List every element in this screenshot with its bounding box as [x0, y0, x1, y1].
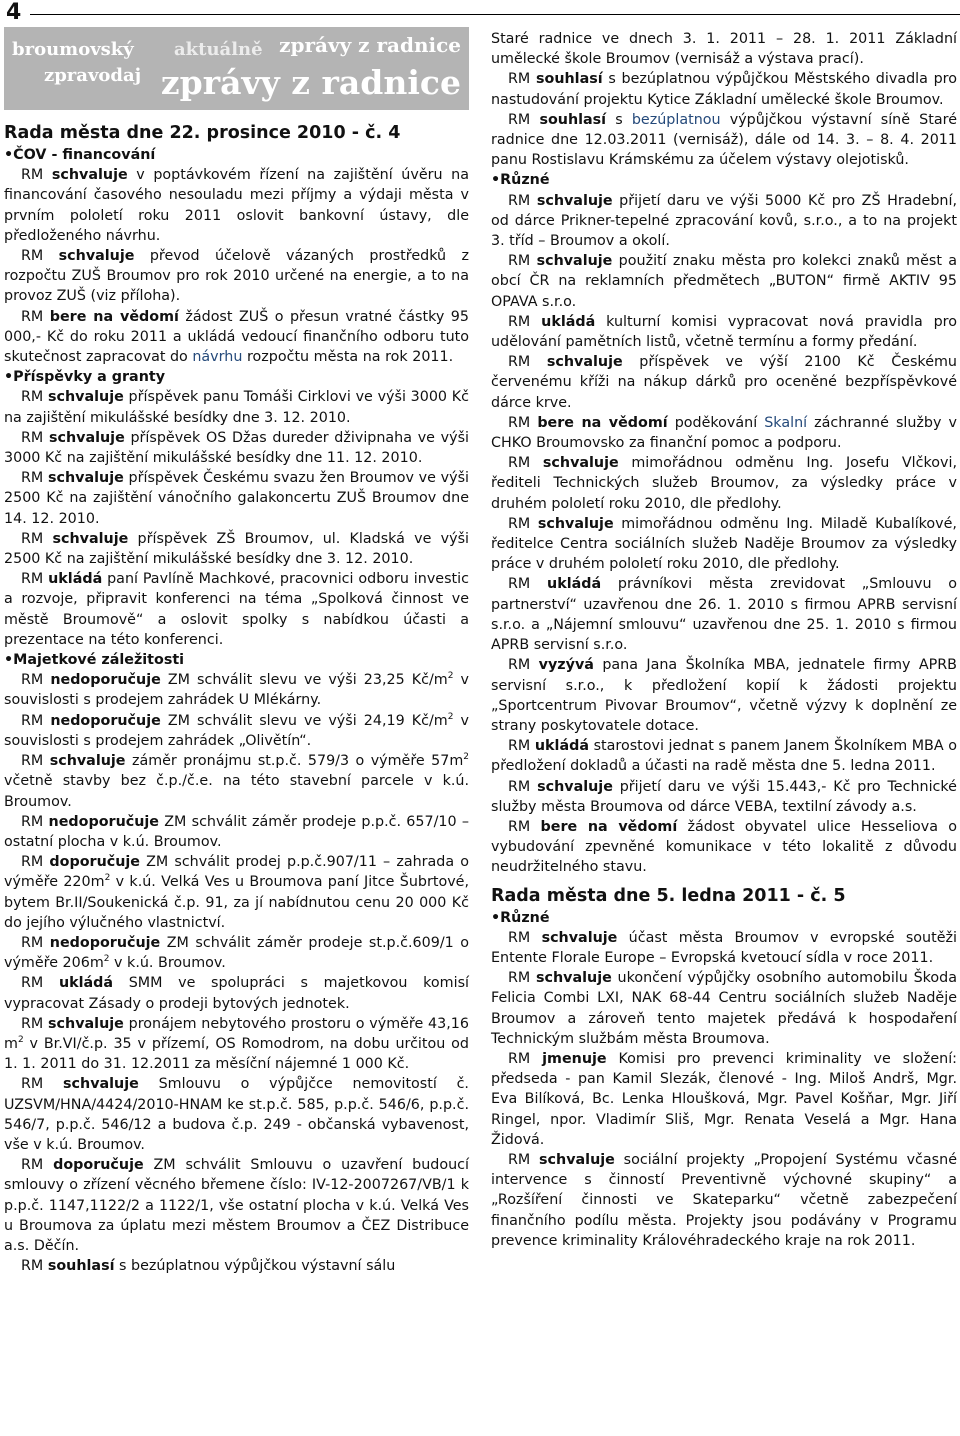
- subsection-heading: •Příspěvky a granty: [4, 369, 166, 386]
- resolution-paragraph: RM souhlasí s bezúplatnou výpůjčkou výstavní sálu: [21, 1258, 396, 1275]
- resolution-paragraph: RM schvaluje příspěvek panu Tomáši Cirklovi ve výši 3000 Kč na zajištění mikulášské besídky dne 3. 12. 2010.: [4, 389, 469, 426]
- resolution-paragraph: RM doporučuje ZM schválit Smlouvu o uzavření budoucí smlouvy o zřízení věcného břemene číslo: IV-12-2007267/VB/1 k p.p.č. 1147,1122/2 a 1122/1, vše ostatní plocha v k.ú. Velká Ves u Broumova za úplatu mezi městem Broumov a ČEZ Distribuce a.s. Děčín.: [4, 1157, 469, 1254]
- section-title: Rada města dne 22. prosince 2010 - č. 4: [4, 123, 401, 143]
- resolution-paragraph: RM schvaluje použití znaku města pro kolekci znaků měst a obcí ČR na reklamních předmětech „BUTON“ firmě AKTIV 95 OPAVA s.r.o.: [491, 253, 957, 310]
- resolution-paragraph: RM jmenuje Komisi pro prevenci kriminality ve složení: předseda - pan Kamil Slezák, členové - Ing. Miloš Andrš, Mgr. Eva Bilíková, Bc. Lenka Hloušková, Mgr. Pavel Košňar, Mgr. Jiří Ringel, npor. Vladimír Sliš, Mgr. Renata Veselá a Mgr. Hana Židová.: [491, 1050, 957, 1148]
- resolution-paragraph: RM vyzývá pana Jana Školníka MBA, jednatele firmy APRB servisní s.r.o., k předložení kopií k žádosti projektu „Sportcentrum Pivovar Broumov“, včetně výzvy k doplnění ze strany poskytovatele dotace.: [491, 657, 957, 734]
- resolution-paragraph: RM schvaluje mimořádnou odměnu Ing. Josefu Vlčkovi, řediteli Technických služeb Broumov, za výsledky práce v druhém pololetí roku 2010, dle předlohy.: [491, 455, 957, 512]
- resolution-paragraph: RM schvaluje příspěvek ve výší 2100 Kč Českému červenému kříži na nákup dárků pro oceněné bezpříspěvkové dárce krve.: [491, 354, 957, 411]
- resolution-paragraph: RM schvaluje příspěvek ZŠ Broumov, ul. Kladská ve výši 2500 Kč na zajištění mikulášské besídky dne 3. 12. 2010.: [4, 530, 469, 568]
- resolution-paragraph: RM schvaluje Smlouvu o výpůjčce nemovitostí č. UZSVM/HNA/4424/2010-HNAM ke st.p.č. 585, p.p.č. 546/6, p.p.č. 546/7, p.p.č. 546/12 a budova č.p. 249 - občanská vybavenost, vše v k.ú. Broumov.: [4, 1076, 469, 1153]
- resolution-paragraph: RM schvaluje příspěvek OS Džas dureder dživipnaha ve výši 3000 Kč na zajištění mikulášské besídky dne 11. 12. 2010.: [4, 429, 469, 467]
- subsection-heading: •Různé: [491, 909, 550, 926]
- masthead-rubric: aktuálně: [174, 39, 263, 60]
- resolution-paragraph: RM ukládá starostovi jednat s panem Janem Školníkem MBA o předložení dokladů a účasti na radě města dne 5. ledna 2011.: [491, 738, 957, 775]
- subsection-heading: •Různé: [491, 172, 550, 189]
- resolution-paragraph: RM schvaluje převod účelově vázaných prostředků z rozpočtu ZUŠ Broumov pro rok 2010 určené na energie, a to na provoz ZUŠ (viz příloha).: [4, 248, 469, 305]
- resolution-paragraph: RM bere na vědomí poděkování Skalní záchranné služby v CHKO Broumovsko za finanční pomoc a podporu.: [491, 414, 957, 452]
- resolution-paragraph: RM nedoporučuje ZM schválit záměr prodeje p.p.č. 657/10 – ostatní plocha v k.ú. Broumov.: [4, 813, 469, 850]
- masthead-section-small: zprávy z radnice: [279, 33, 461, 57]
- masthead-publication-name-line1: broumovský: [12, 39, 134, 60]
- resolution-paragraph: RM ukládá SMM ve spolupráci s majetkovou komisí vypracovat Zásady o prodeji bytových jednotek.: [4, 975, 469, 1012]
- resolution-paragraph: RM souhlasí s bezúplatnou výpůjčkou Městského divadla pro nastudování projektu Kytice Základní umělecké škole Broumov.: [491, 71, 957, 108]
- resolution-paragraph: RM ukládá paní Pavlíně Machkové, pracovnici odboru investic a rozvoje, připravit konferenci na téma „Spolková činnost ve městě Broumově“ a oslovit spolky s nabídkou účasti a prezentace na této konferenci.: [4, 571, 469, 648]
- resolution-paragraph: RM schvaluje v poptávkovém řízení na zajištění úvěru na financování časového nesouladu mezi příjmy a výdaji města v prvním pololetí roku 2011 oslovit bankovní ústavy, dle předloženého návrhu.: [4, 167, 469, 244]
- page-number: 4: [6, 0, 22, 25]
- section-title: Rada města dne 5. ledna 2011 - č. 5: [491, 885, 846, 906]
- resolution-paragraph: RM ukládá kulturní komisi vypracovat nová pravidla pro udělování pamětních listů, včetně termínu a formy předání.: [491, 313, 957, 351]
- resolution-paragraph: Staré radnice ve dnech 3. 1. 2011 – 28. 1. 2011 Základní umělecké škole Broumov (vernisáž a výstava prací).: [491, 31, 957, 68]
- resolution-paragraph: RM schvaluje ukončení výpůjčky osobního automobilu Škoda Felicia Combi LXI, NAK 68-44 Centru sociálních služeb Naděje Broumov a zároveň tento majetek předává k hospodaření Technickým službám města Broumova.: [491, 970, 957, 1047]
- highlighted-word: Skalní: [764, 414, 808, 431]
- resolution-paragraph: RM ukládá právníkovi města zrevidovat „Smlouvu o partnerství“ uzavřenou dne 26. 1. 2010 s firmou APRB servisní s.r.o. a „Nájemní smlouvu“ uzavřenou dne 25. 1. 2010 s firmou APRB servisní s.r.o.: [491, 576, 957, 654]
- resolution-paragraph: RM doporučuje ZM schválit prodej p.p.č.907/11 – zahrada o výměře $220m^2$ v k.ú. Velká Ves u Broumova paní Jitce Šubrtové, bytem Br.II/Soukenická č.p. 91, za jí nabídnutou cenu 20 000 Kč do jejího výlučného vlastnictví.: [4, 854, 470, 931]
- resolution-paragraph: RM schvaluje mimořádnou odměnu Ing. Miladě Kubalíkové, ředitelce Centra sociálních služeb Naděje Broumov za výsledky práce v druhém pololetí roku 2010, dle předlohy.: [491, 515, 957, 573]
- resolution-paragraph: RM souhlasí s bezúplatnou výpůjčkou výstavní síně Staré radnice dne 12.03.2011 (vernisáž), dále od 14. 3. – 8. 4. 2011 panu Rostislavu Krámskému za účelem výstavy olejotisků.: [491, 111, 957, 169]
- resolution-paragraph: RM bere na vědomí žádost ZUŠ o přesun vratné částky 95 000,- Kč do roku 2011 a ukládá vedoucí finančního odboru tuto skutečnost zapracovat do návrhu rozpočtu města na rok 2011.: [4, 308, 469, 366]
- resolution-paragraph: RM schvaluje přijetí daru ve výši 5000 Kč pro ZŠ Hradební, od dárce Prikner-tepelné zpracování kovů, s.r.o., a to na projekt 3. tříd – Broumov a okolí.: [491, 192, 957, 250]
- masthead-publication-name-line2: zpravodaj: [44, 65, 142, 86]
- resolution-paragraph: RM nedoporučuje ZM schválit záměr prodeje st.p.č.609/1 o výměře $206m^2$ v k.ú. Broumov.: [4, 934, 469, 972]
- resolution-paragraph: RM nedoporučuje ZM schválit slevu ve výši 23,25 $Kč/m^2$ v souvislosti s prodejem zahrádek U Mlékárny.: [4, 671, 469, 709]
- resolution-paragraph: RM schvaluje pronájem nebytového prostoru o výměře 43,16 $m^2$ v Br.VI/č.p. 35 v přízemí, OS Romodrom, na dobu určitou od 1. 1. 2011 do 31. 12.2011 za měsíční nájemné 1 000 Kč.: [4, 1015, 469, 1073]
- highlighted-word: bezúplatnou: [631, 111, 721, 128]
- resolution-paragraph: RM nedoporučuje ZM schválit slevu ve výši 24,19 $Kč/m^2$ v souvislosti s prodejem zahrádek „Olivětín“.: [4, 711, 469, 749]
- resolution-paragraph: RM schvaluje přijetí daru ve výši 15.443,- Kč pro Technické služby města Broumova od dárce VEBA, textilní závody a.s.: [491, 778, 957, 815]
- resolution-paragraph: RM schvaluje příspěvek Českému svazu žen Broumov ve výši 2500 Kč na zajištění vánočního galakoncertu ZUŠ Broumov dne 14. 12. 2010.: [4, 470, 469, 527]
- masthead-banner: [4, 27, 469, 110]
- header-rule: [30, 14, 960, 15]
- resolution-paragraph: RM schvaluje sociální projekty „Propojení Systému včasné intervence s činností Preventivně výchovné skupiny“ a „Rozšíření činnosti ve Skateparku“ včetně zabezpečení finančního podílu města. Projekty jsou podávány v Programu prevence kriminality Královéhradeckého kraje na rok 2011.: [491, 1151, 957, 1249]
- resolution-paragraph: RM schvaluje účast města Broumov v evropské soutěži Entente Florale Europe – Evropská kvetoucí sídla v roce 2011.: [491, 929, 957, 966]
- highlighted-word: návrhu: [192, 349, 243, 366]
- subsection-heading: •ČOV - financování: [4, 147, 156, 163]
- resolution-paragraph: RM bere na vědomí žádost obyvatel ulice Hesseliova o vybudování zpevněné komunikace v této lokalitě z důvodu neudržitelného stavu.: [491, 818, 957, 876]
- left-column: [4, 121, 469, 1276]
- resolution-paragraph: RM schvaluje záměr pronájmu st.p.č. 579/3 o výměře $57m^2$ včetně stavby bez č.p./č.e. na této stavební parcele v k.ú. Broumov.: [4, 752, 469, 810]
- subsection-heading: •Majetkové záležitosti: [4, 652, 185, 669]
- masthead-section-title: zprávy z radnice: [160, 63, 461, 102]
- right-column: [491, 29, 957, 1251]
